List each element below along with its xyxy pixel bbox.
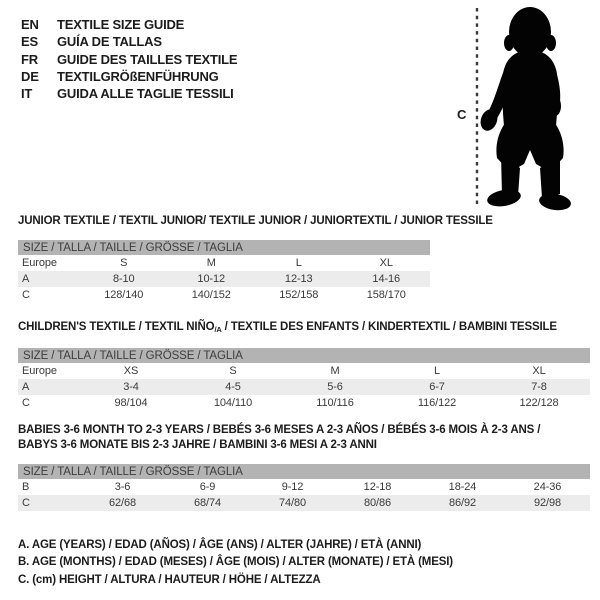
table-cell: 10-12	[168, 271, 256, 287]
section-title-line: JUNIOR TEXTILE / TEXTIL JUNIOR/ TEXTILE JUNIOR / JUNIORTEXTIL / JUNIOR TESSILE	[18, 215, 493, 227]
table-row	[18, 363, 590, 379]
table-row	[18, 495, 590, 511]
children-textile-section	[18, 320, 590, 411]
language-list	[21, 16, 237, 102]
language-code: IT	[21, 86, 33, 102]
row-label: Europe	[22, 257, 57, 269]
table-cell: 24-36	[533, 481, 562, 493]
baby-silhouette-shape	[478, 7, 572, 212]
table-cell: 6-7	[386, 379, 488, 395]
table-cell: 86/92	[420, 495, 505, 511]
table-row	[18, 379, 590, 395]
language-title: GUÍA DE TALLAS	[57, 34, 162, 50]
table-row	[18, 255, 430, 271]
legend-line: B. AGE (MONTHS) / EDAD (MESES) / ÂGE (MOIS) / ALTER (MONATE) / ETÀ (MESI)	[18, 556, 453, 569]
table-cell: S	[120, 257, 128, 269]
legend	[18, 537, 453, 589]
baby-silhouette-icon	[450, 2, 600, 212]
language-title: GUIDA ALLE TAGLIE TESSILI	[57, 86, 234, 102]
size-table-header: SIZE / TALLA / TAILLE / GRÖSSE / TAGLIA	[18, 464, 590, 479]
table-cell: 5-6	[284, 379, 386, 395]
table-cell: M	[206, 257, 216, 269]
table-cell: 68/74	[165, 495, 250, 511]
table-cell: 3-6	[114, 481, 131, 493]
language-row	[21, 33, 237, 50]
table-row	[18, 395, 590, 411]
language-title: GUIDE DES TAILLES TEXTILE	[57, 51, 238, 67]
table-cell: XS	[123, 365, 139, 377]
section-title-line: CHILDREN'S TEXTILE / TEXTIL $NIÑO_{/A}$ / TEXTILE DES ENFANTS / KINDERTEXTIL / BAMBINI TESSILE	[18, 321, 557, 334]
language-code: FR	[21, 51, 38, 67]
table-cell: S	[229, 365, 237, 377]
legend-line: C. (cm) HEIGHT / ALTURA / HAUTEUR / HÖHE / ALTEZZA	[18, 573, 321, 586]
language-code: EN	[21, 17, 39, 33]
row-label: C	[18, 495, 80, 511]
babies-textile-section	[18, 423, 590, 511]
size-table-header: SIZE / TALLA / TAILLE / GRÖSSE / TAGLIA	[18, 240, 430, 255]
row-label: Europe	[22, 365, 57, 377]
table-cell: 74/80	[250, 495, 335, 511]
language-row	[21, 51, 237, 68]
junior-textile-section	[18, 214, 493, 303]
row-label: B	[22, 481, 30, 493]
table-cell: 80/86	[335, 495, 420, 511]
table-cell: 9-12	[281, 481, 304, 493]
language-code: DE	[21, 69, 39, 85]
table-cell: 14-16	[343, 271, 431, 287]
row-label: A	[18, 271, 80, 287]
table-cell: 92/98	[505, 495, 590, 511]
table-cell: 128/140	[104, 289, 144, 301]
section-title	[18, 214, 493, 229]
babies-size-table	[18, 464, 590, 511]
junior-size-table	[18, 240, 430, 303]
table-cell: 62/68	[80, 495, 165, 511]
row-label: A	[18, 379, 80, 395]
row-label: C	[22, 397, 30, 409]
language-row	[21, 85, 237, 102]
height-measure-label: C	[457, 107, 467, 122]
table-row	[18, 479, 590, 495]
table-cell: 12-18	[363, 481, 392, 493]
table-row	[18, 271, 430, 287]
table-row	[18, 287, 430, 303]
table-cell: 122/128	[519, 397, 559, 409]
table-cell: 116/122	[417, 397, 457, 409]
section-title-line: BABYS 3-6 MONATE BIS 2-3 JAHRE / BAMBINI 3-6 MESI A 2-3 ANNI	[18, 439, 377, 451]
table-cell: L	[295, 257, 302, 269]
language-row	[21, 16, 237, 33]
table-cell: 98/104	[114, 397, 148, 409]
table-cell: 3-4	[80, 379, 182, 395]
language-code: ES	[21, 34, 38, 50]
table-cell: 12-13	[255, 271, 343, 287]
table-cell: 4-5	[182, 379, 284, 395]
legend-line: A. AGE (YEARS) / EDAD (AÑOS) / ÂGE (ANS) / ALTER (JAHRE) / ETÀ (ANNI)	[18, 539, 422, 551]
section-title	[18, 320, 590, 337]
section-title-line: BABIES 3-6 MONTH TO 2-3 YEARS / BEBÉS 3-6 MESES A 2-3 AÑOS / BÉBÉS 3-6 MOIS À 2-3 ANS /	[18, 424, 541, 436]
table-cell: 104/110	[213, 397, 253, 409]
size-table-header: SIZE / TALLA / TAILLE / GRÖSSE / TAGLIA	[18, 348, 590, 363]
table-cell: M	[330, 365, 340, 377]
table-cell: 8-10	[80, 271, 168, 287]
table-cell: XL	[379, 257, 393, 269]
table-cell: 18-24	[448, 481, 477, 493]
section-title	[18, 423, 590, 453]
language-row	[21, 68, 237, 85]
table-cell: 110/116	[316, 397, 354, 409]
table-cell: 152/158	[279, 289, 319, 301]
table-cell: 6-9	[199, 481, 216, 493]
table-cell: L	[433, 365, 441, 377]
table-cell: 140/152	[191, 289, 231, 301]
table-cell: 7-8	[488, 379, 590, 395]
table-cell: 158/170	[366, 289, 406, 301]
language-title: TEXTILE SIZE GUIDE	[57, 17, 185, 33]
table-cell: XL	[532, 365, 546, 377]
children-size-table	[18, 348, 590, 411]
row-label: C	[22, 289, 30, 301]
language-title: TEXTILGRÖßENFÜHRUNG	[57, 69, 219, 85]
